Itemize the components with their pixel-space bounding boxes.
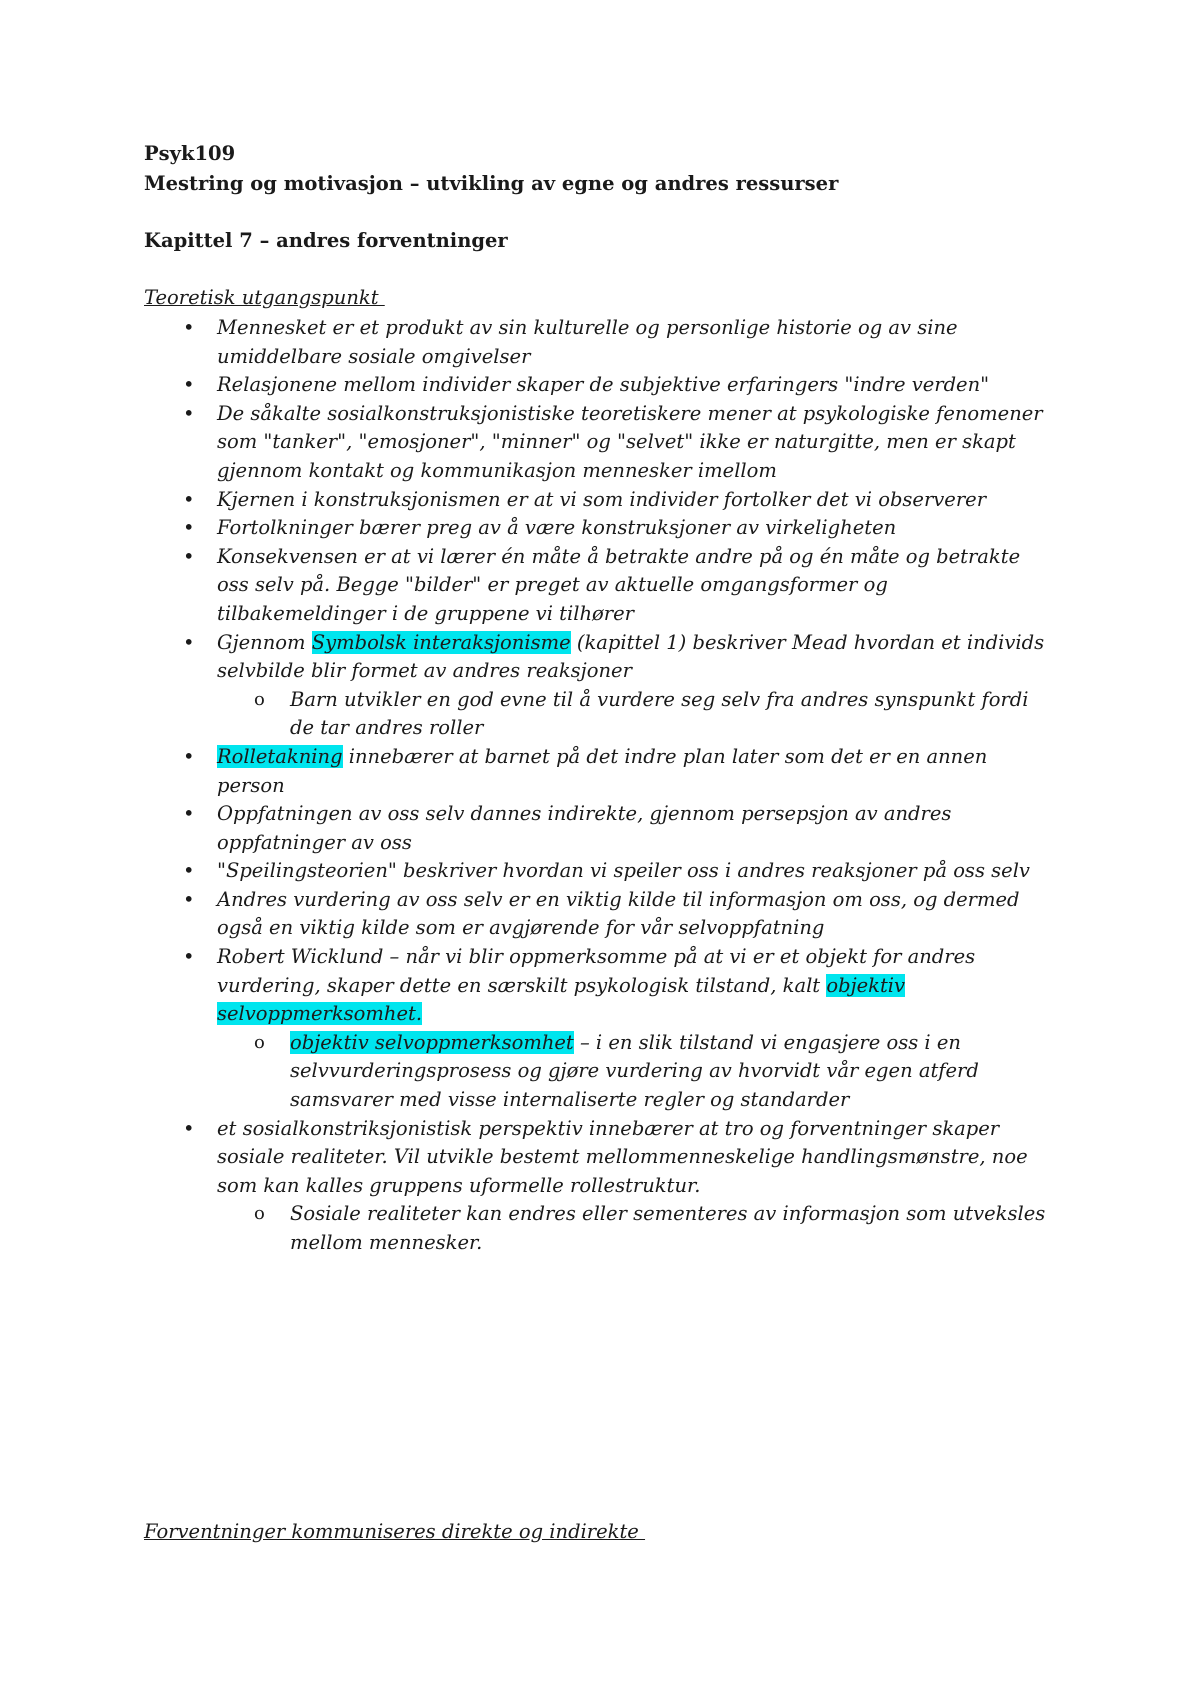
list-item <box>0 886 1057 943</box>
bullet-icon: • <box>183 887 195 911</box>
list-item-text: Barn utvikler en god evne til å vurdere seg selv fra andres synspunkt fordi de tar andres roller <box>290 687 1029 740</box>
course-code: Psyk109 <box>144 142 236 165</box>
hollow-bullet-icon: o <box>254 1203 265 1225</box>
sub-list-item <box>0 1029 1057 1115</box>
list-item-text: Fortolkninger bærer preg av å være konstruksjoner av virkeligheten <box>217 516 897 540</box>
list-item <box>0 314 1057 371</box>
list-item <box>0 543 1057 629</box>
list-item-text: – i en slik tilstand vi engasjere oss i en selvvurderingsprosess og gjøre vurdering av hvorvidt vår egen atferd samsvarer med visse internaliserte regler og standarder <box>290 1030 979 1112</box>
bullet-icon: • <box>183 487 195 511</box>
section-heading-theory: Teoretisk utgangspunkt <box>144 286 385 309</box>
list-item-text: Sosiale realiteter kan endres eller sementeres av informasjon som utveksles mellom mennesker. <box>290 1202 1046 1254</box>
bullet-icon: • <box>183 859 195 883</box>
list-item-text: Mennesket er et produkt av sin kulturelle og personlige historie og av sine umiddelbare sosiale omgivelser <box>217 316 958 368</box>
list-item <box>0 514 1057 543</box>
sub-list-item <box>0 686 1057 743</box>
highlighted-term: Rolletakning <box>217 744 343 768</box>
list-item-text: Andres vurdering av oss selv er en viktig kilde til informasjon om oss, og dermed også en viktig kilde som er avgjørende for vår selvoppfatning <box>217 887 1020 940</box>
bullet-icon: • <box>183 1116 195 1140</box>
bullet-icon: • <box>183 945 195 969</box>
bullet-icon: • <box>183 744 195 768</box>
list-item-text: (kapittel 1) beskriver Mead hvordan et individs selvbilde blir formet av andres reaksjoner <box>217 630 1045 683</box>
course-title: Mestring og motivasjon – utvikling av egne og andres ressurser <box>144 172 839 195</box>
list-item <box>0 486 1057 515</box>
section-heading-expectations: Forventninger kommuniseres direkte og indirekte <box>144 1520 646 1543</box>
list-item-text: "Speilingsteorien" beskriver hvordan vi speiler oss i andres reaksjoner på oss selv <box>217 859 1030 883</box>
list-item <box>0 371 1057 400</box>
list-item <box>0 800 1057 857</box>
list-item <box>0 400 1057 486</box>
list-item <box>0 629 1057 686</box>
list-item-text: innebærer at barnet på det indre plan later som det er en annen person <box>217 744 988 797</box>
chapter-heading: Kapittel 7 – andres forventninger <box>144 229 508 252</box>
list-item <box>0 743 1057 800</box>
bullet-icon: • <box>183 516 195 540</box>
list-item <box>0 857 1057 886</box>
sub-list-item <box>0 1200 1057 1257</box>
bullet-icon: • <box>183 373 195 397</box>
hollow-bullet-icon: o <box>254 688 265 710</box>
list-item-text: Robert Wicklund – når vi blir oppmerksomme på at vi er et objekt for andres vurdering, skaper dette en særskilt psykologisk tilstand, kalt <box>217 945 976 997</box>
list-item-text: Oppfatningen av oss selv dannes indirekte, gjennom persepsjon av andres oppfatninger av oss <box>217 802 952 854</box>
bullet-icon: • <box>183 630 195 654</box>
list-item <box>0 1115 1057 1201</box>
bullet-list <box>0 314 1200 1258</box>
list-item <box>0 943 1057 1029</box>
list-item-text: Kjernen i konstruksjonismen er at vi som individer fortolker det vi observerer <box>217 487 987 511</box>
bullet-icon: • <box>183 316 195 339</box>
list-item-text: Konsekvensen er at vi lærer én måte å betrakte andre på og én måte og betrakte oss selv på. Begge "bilder" er preget av aktuelle omgangsformer og tilbakemeldinger i de gruppene vi tilhører <box>217 544 1021 625</box>
highlighted-term: objektiv selvoppmerksomhet. <box>217 973 906 1026</box>
highlighted-term: Symbolsk interaksjonisme <box>311 630 571 654</box>
highlighted-term: objektiv selvoppmerksomhet <box>290 1030 574 1054</box>
bullet-icon: • <box>183 802 195 826</box>
hollow-bullet-icon: o <box>254 1031 265 1053</box>
bullet-icon: • <box>183 401 195 425</box>
list-item-text: De såkalte sosialkonstruksjonistiske teoretiskere mener at psykologiske fenomener som "tanker", "emosjoner", "minner" og "selvet" ikke er naturgitte, men er skapt gjennom kontakt og kommunikasjon mennesker imellom <box>217 401 1043 482</box>
list-item-text: Relasjonene mellom individer skaper de subjektive erfaringers "indre verden" <box>217 373 990 397</box>
list-item-text: et sosialkonstriksjonistisk perspektiv innebærer at tro og forventninger skaper sosiale realiteter. Vil utvikle bestemt mellommenneskelige handlingsmønstre, noe som kan kalles gruppens uformelle rollestruktur. <box>217 1116 1028 1197</box>
list-item-text: Gjennom <box>217 630 312 654</box>
bullet-icon: • <box>183 544 195 568</box>
